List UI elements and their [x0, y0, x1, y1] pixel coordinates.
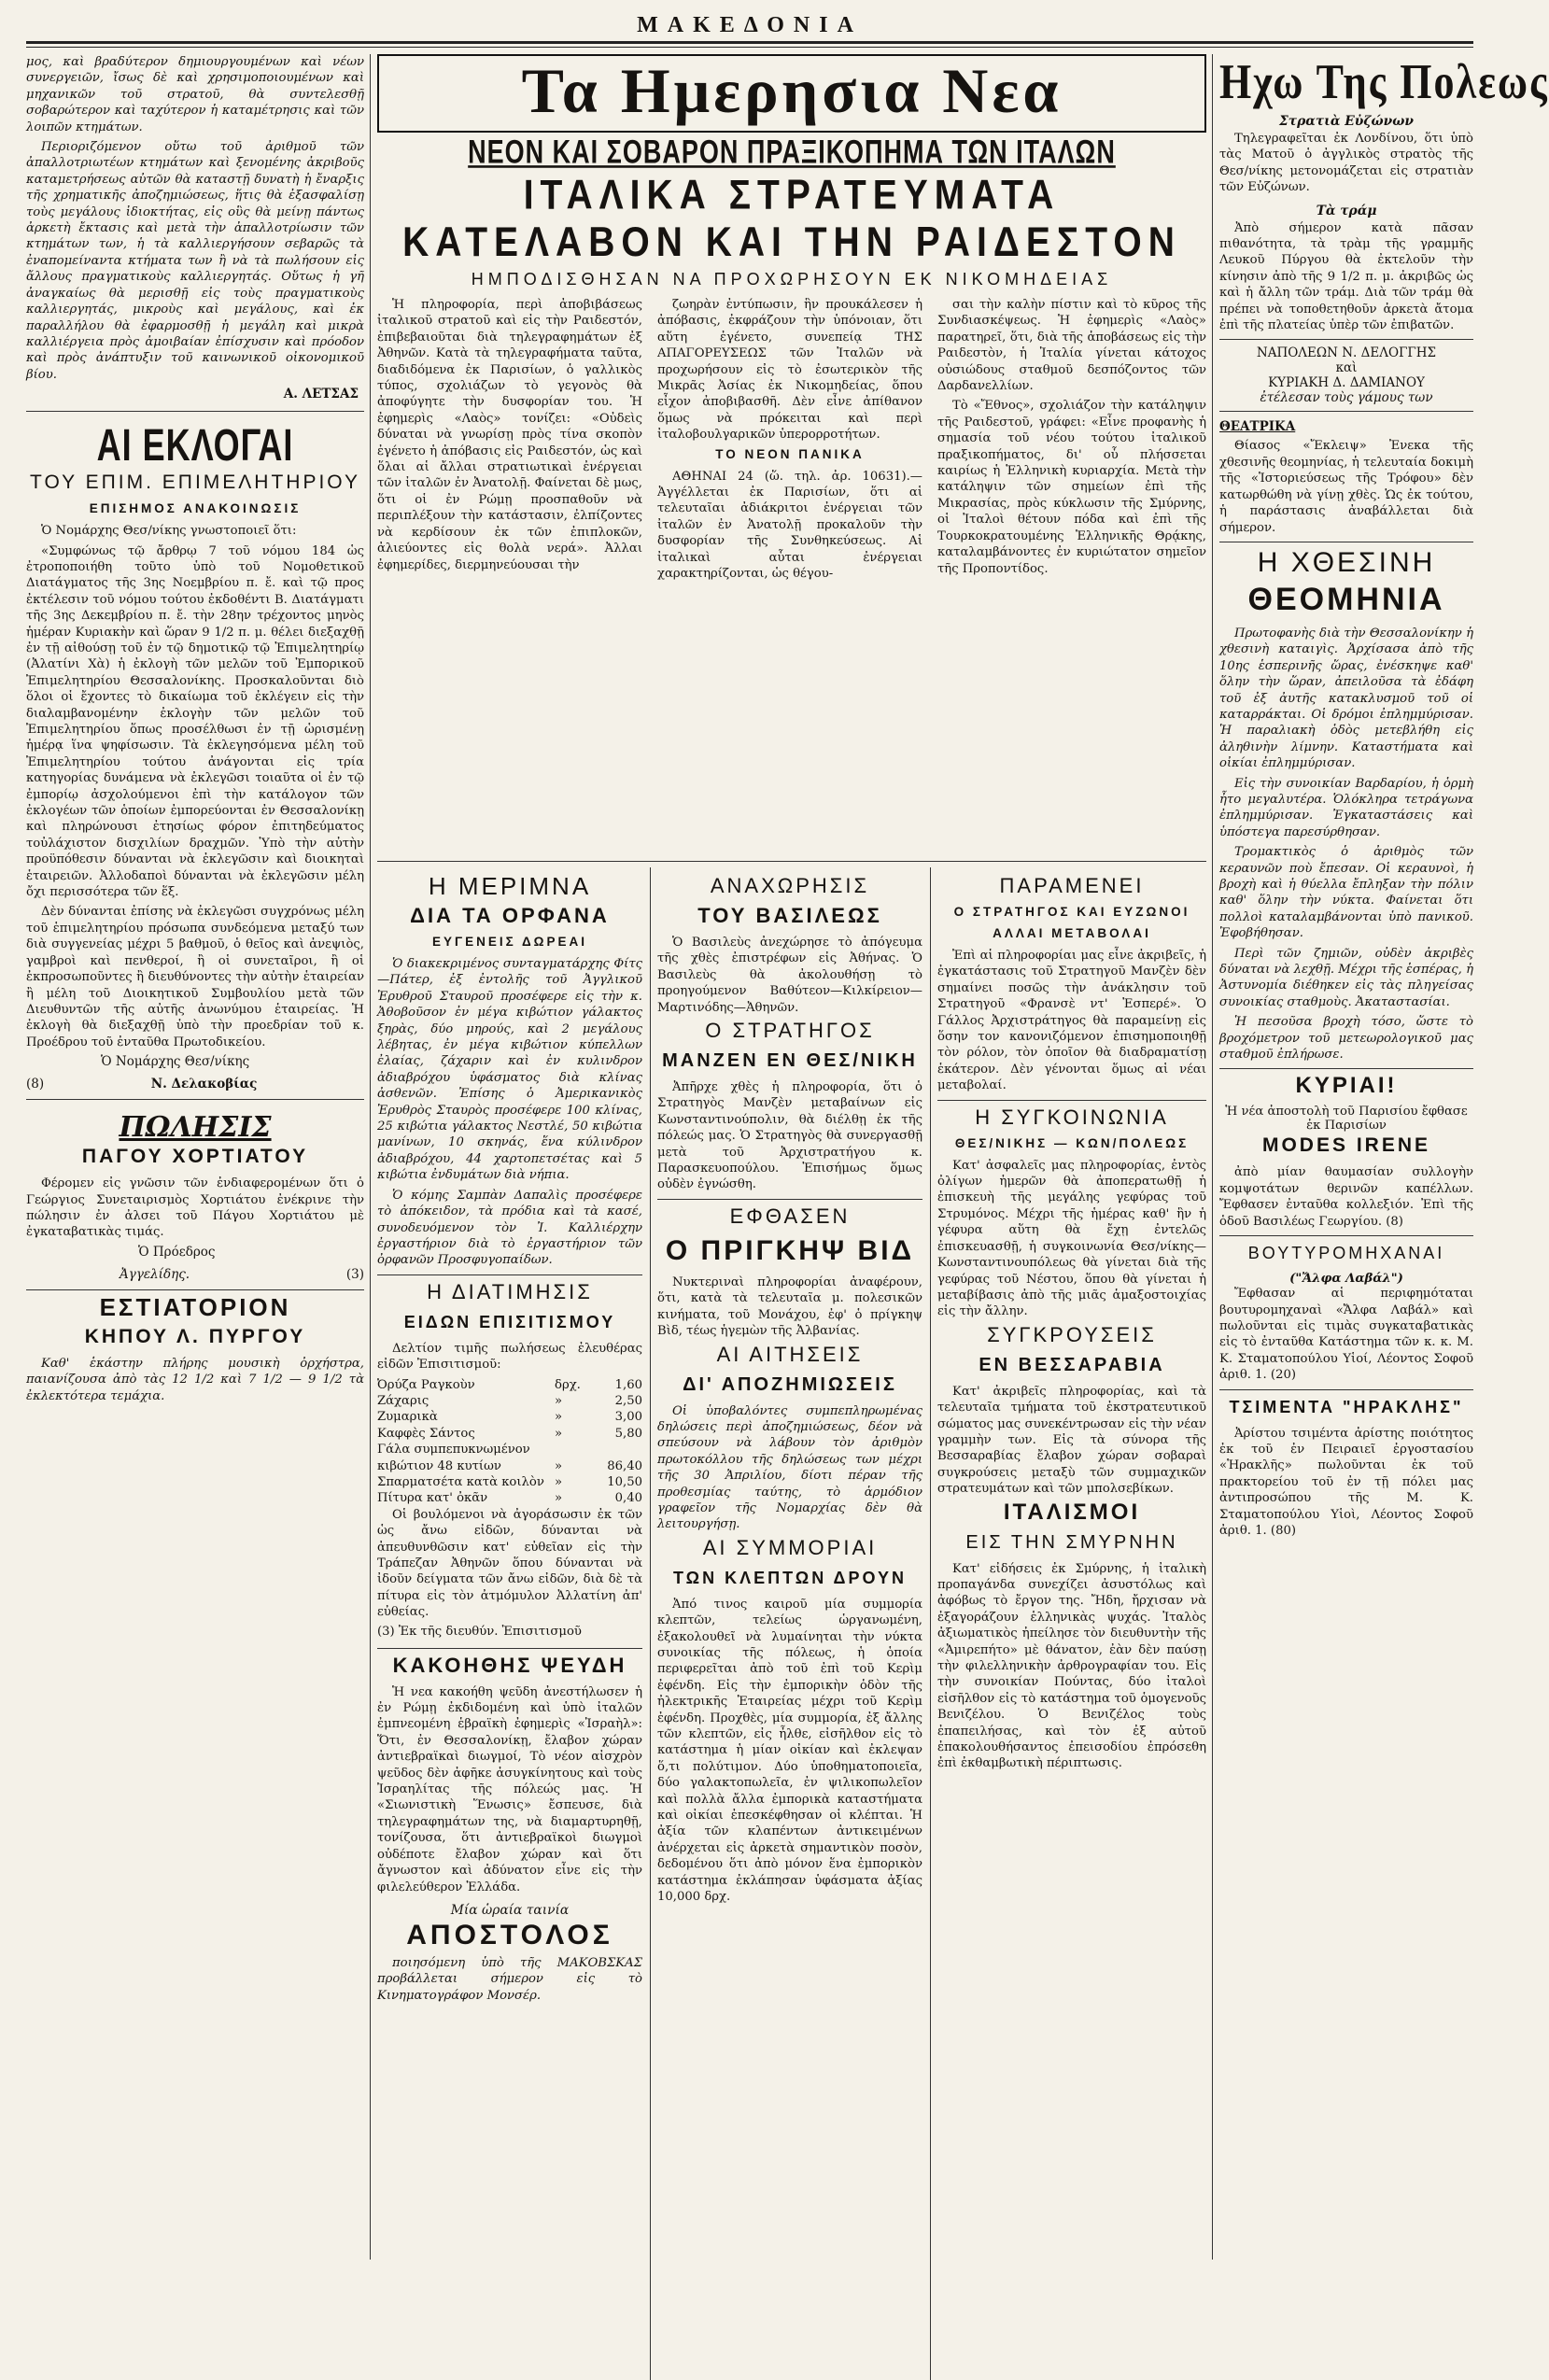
subheadline-chamber: ΤΟΥ ΕΠΙΜ. ΕΠΙΜΕΛΗΤΗΡΙΟΥ	[30, 472, 360, 494]
article-paragraph: Κατ' ἀκριβεῖς πληροφορίας, καὶ τὰ τελευταῖα τμήματα τοῦ ἐκστρατευτικοῦ σώματος μας συνεκέντρωσαν εἰς τὴν νέαν γραμμὴν των. Εἰς τὰ σύνορα τῆς Βεσσαραβίας ἔλαβον χώραν σοβαραὶ συγκρούσεις μεταξὺ τῶν συμμαχικῶν στρατευμάτων καὶ τῶν μπολσεβίκων.	[937, 1384, 1206, 1497]
article-paragraph: Ὁ Νομάρχης Θεσ/νίκης γνωστοποιεῖ ὅτι:	[41, 524, 297, 539]
subheadline-bessarabia: ΕΝ ΒΕΣΣΑΡΑΒΙΑ	[979, 1354, 1165, 1375]
article-paragraph: Ἡ πεσοῦσα βροχὴ τόσο, ὥστε τὸ βροχόμετρον τοῦ μετεωρολογικοῦ μας σταθμοῦ ἐπλήρωσε.	[1219, 1015, 1473, 1063]
price-row	[377, 1426, 642, 1442]
ad-signature: Ὁ Πρόεδρος	[138, 1244, 216, 1260]
divider	[26, 1099, 364, 1100]
price-item-name: Ζάχαρις	[377, 1393, 429, 1408]
subheadline-manzen: ΜΑΝΖΕΝ ΕΝ ΘΕΣ/ΝΙΚΗ	[662, 1050, 918, 1072]
ad-signature-name: Ἀγγελίδης. (3)	[120, 1266, 364, 1282]
headline-transport: Η ΣΥΓΚΟΙΝΩΝΙΑ	[975, 1105, 1169, 1129]
kicker-changes: ΑΛΛΑΙ ΜΕΤΑΒΟΛΑΙ	[993, 926, 1151, 940]
ad-title-ladies: ΚΥΡΙΑΙ!	[1295, 1073, 1398, 1099]
headline-general: Ο ΣΤΡΑΤΗΓΟΣ	[705, 1019, 875, 1043]
price-row	[377, 1393, 642, 1409]
price-unit: δρχ.	[555, 1377, 581, 1392]
film-intro: Μία ὡραία ταινία	[450, 1902, 570, 1918]
price-value: 1,60	[614, 1377, 642, 1392]
ad-subtitle-garden: ΚΗΠΟΥ Λ. ΠΥΡΓΟΥ	[84, 1325, 306, 1347]
column-rule	[930, 867, 931, 2380]
ad-title-restaurant: ΕΣΤΙΑΤΟΡΙΟΝ	[99, 1292, 291, 1321]
headline-yesterday: Η ΧΘΕΣΙΝΗ	[1257, 546, 1436, 578]
price-item-name: Πίτυρα κατ' ὀκᾶν	[377, 1491, 488, 1506]
lead-col-2	[657, 297, 922, 866]
headline-care: Η ΜΕΡΙΜΝΑ	[428, 872, 592, 900]
lead-subhead: ΤΟ ΝΕΟΝ ΠΑΝΙΚΑ	[715, 446, 865, 461]
ad-title-sale: ΠΩΛΗΣΙΣ	[119, 1111, 272, 1145]
headline-clashes: ΣΥΓΚΡΟΥΣΕΙΣ	[987, 1322, 1157, 1346]
article-paragraph: Οἱ ὑποβαλόντες συμπεπληρωμένας δηλώσεις περὶ ἀποζημιώσεως, δέον νὰ σπεύσουν νὰ λάβουν τὸν ἀριθμὸν πρωτοκόλλου τῆς δηλώσεως των μέχρι τῆς 30 Ἀπριλίου, δίοτι πέραν τῆς προθεσμίας ταύτης, τὸ ἁρμόδιον γραφεῖον τῆς Νομαρχίας δὲν θὰ λειτουργήσῃ.	[657, 1403, 922, 1532]
headline-applications: ΑΙ ΑΙΤΗΣΕΙΣ	[716, 1342, 864, 1366]
divider	[1219, 411, 1473, 412]
price-unit: »	[555, 1491, 563, 1506]
price-item-name: Γάλα συμπεπυκνωμένον	[377, 1443, 530, 1458]
article-paragraph: ζωηρὰν ἐντύπωσιν, ἣν προυκάλεσεν ἡ ἀπόβασις, ἐκφράζουν τὴν ὑπόνοιαν, ὅτι αὕτη ἐγένετο, συνεπείᾳ ΤΗΣ ΑΠΑΓΟΡΕΥΣΕΩΣ τῶν Ἰταλῶν νὰ προχωρήσουν εἰς τὸ ἐσωτερικὸν τῆς Μικρᾶς Ἀσίας ἐκ Νικομηδείας, ὅπου εἶχον ἀποβιβασθῆ. Δὲν εἶνε ἀπίθανον ὅμως νὰ πρόκειται καὶ περὶ ἰταλοβουλγαρικῶν ὑπερορροτήτων.	[657, 298, 922, 443]
article-paragraph: σαι τὴν καλὴν πίστιν καὶ τὸ κῦρος τῆς Συνδιασκέψεως. Ἡ ἐφημερὶς «Λαὸς» παρατηρεῖ, ὅτι, διὰ τῆς ἀποβάσεως εἰς τὴν Ραιδεστὸν, ἡ Ἰταλία γίνεται κάτοχος οὐσιώδους σταθμοῦ δεσπόζοντος τῶν Δαρδανελλίων.	[937, 298, 1206, 394]
wedding-and: καὶ	[1335, 360, 1358, 376]
article-paragraph: Ἀπὸ σήμερον κατὰ πᾶσαν πιθανότητα, τὰ τρὰμ τῆς γραμμῆς Λευκοῦ Πύργου θὰ ἐκτελοῦν τὴν κίνησιν ἀπὸ τῆς 9 1/2 π. μ. ἀκριβῶς ὡς καὶ ἡ ἄλλη τῶν τράμ. Διὰ τῶν τράμ θὰ πρέπει νὰ τοποθετηθοῦν ἀρκετὰ ἄτομα ἐπὶ τῆς πλατείας ὑπὲρ τῶν ἐπιβατῶν.	[1219, 220, 1473, 333]
banner-headline-1: ΝΕΟΝ ΚΑΙ ΣΟΒΑΡΟΝ ΠΡΑΞΙΚΟΠΗΜΑ ΤΩΝ ΙΤΑΛΩΝ	[468, 134, 1116, 171]
price-value	[588, 1442, 642, 1458]
divider	[1219, 339, 1473, 340]
price-value: 10,50	[607, 1474, 642, 1489]
article-paragraph: ΑΘΗΝΑΙ 24 (ὥ. τηλ. ἀρ. 10631).— Ἀγγέλλεται ἐκ Παρισίων, ὅτι αἱ τελευταῖαι ἀδιάκριτοι ἐνέργειαι τῶν ἰταλῶν ἐν Ἀνατολῇ προκαλοῦν τὴν δυσφορίαν τῆς Συνθηκεύσεως. Αἱ ἰταλικαὶ αὗται ἐνέργειαι χαρακτηρίζονται, ὡς θέγου-	[657, 469, 922, 582]
headline-storm: ΘΕΟΜΗΝΙΑ	[1247, 581, 1445, 617]
price-item-name: κιβώτιον 48 κυτίων	[377, 1458, 501, 1473]
article-paragraph: Ἡ πληροφορία, περὶ ἀποβιβάσεως ἰταλικοῦ στρατοῦ καὶ εἰς τὴν Ραιδεστόν, ἐπιβεβαιοῦται διὰ τηλεγραφημάτων ἐξ Ἀθηνῶν. Κατὰ τὰ τηλεγραφήματα ταῦτα, διαδιδόμενα ἐκ Παρισίων, ὁ γαλλικὸς τύπος, σχολιάζων τὸ γεγονὸς θὰ ἀποφύγητε τὴν δυσφορίαν του. Ἡ ἐφημερὶς «Λαὸς» τονίζει: «Οὐδεὶς δύναται νὰ γνωρίσῃ πρὸς τίνα σκοπὸν ἐγένετο ἡ ἀπόβασις εἰς Ραιδεστόν, ὡς καὶ ὅλαι αἱ ἄλλαι στρατιωτικαὶ ἐνέργειαι τῶν ἰταλῶν ἐν Ἀνατολῇ. Φαίνεται δὲ μως, ὅτι οἱ ἐν Ρώμῃ προσπαθοῦν νὰ περιπλέξουν τὴν κατάστασιν, ἐλπίζοντες νὰ κερδίσουν ἐκ τῶν ἐπιπλοκῶν, ἀλιεύοντες εἰς θολὰ νερά». Ἀλλαι ἐφημερίδες, διερμηνεύουσαι τὴν	[377, 298, 642, 572]
divider	[26, 1289, 364, 1290]
article-paragraph: Ἡ νεα κακοήθη ψεῦδη ἀνεστήλωσεν ἡ ἐν Ρώμῃ ἐκδιδομένη καὶ ὑπὸ ἰταλῶν ἐμπνεομένη ἑβραϊκὴ ἐφημερὶς «Ἰσραὴλ»: Ὅτι, ἐν Θεσσαλονίκῃ, ἔλαβον χώραν ἀντιεβραϊκαὶ διωγμοί, Τὸ νέον αἰσχρὸν ψεῦδος δὲν ἀφῆκε ἀσυγκίνητους καὶ τοὺς Ἰσραηλίτας τῆς πόλεώς μας. Ἡ «Σιωνιστικὴ Ἕνωσις» ἔσπευσε, διὰ τηλεγραφημάτων της, νὰ διαμαρτυρηθῇ, τονίζουσα, ὅτι ἀντιεβραϊκοὶ διωγμοὶ οὐδέποτε ἔλαβον χώραν καὶ ὅτι ἄγνωστον καὶ ἀδύνατον εἶνε εἰς τὴν φιλελεύθερον Ἑλλάδα.	[377, 1684, 642, 1894]
price-intro: Δελτίον τιμῆς πωλήσεως ἐλευθέρας εἰδῶν Ἐπισιτισμοῦ:	[377, 1341, 642, 1373]
price-item-name: Σπαρματσέτα κατὰ κοιλὸν	[377, 1474, 544, 1489]
price-row	[377, 1409, 642, 1425]
divider	[26, 411, 364, 412]
price-row	[377, 1490, 642, 1506]
subcol-a	[377, 867, 642, 2380]
price-list	[377, 1377, 642, 1507]
author-signature: Α. ΛΕΤΣΑΣ	[283, 387, 359, 402]
headline-pricing: Η ΔΙΑΤΙΜΗΣΙΣ	[427, 1279, 593, 1303]
article-paragraph: Νυκτεριναὶ πληροφορίαι ἀναφέρουν, ὅτι, κατὰ τὰ τελευταῖα μ. πολεσικῶν κινήματα, τοῦ Μονάχου, ἐφ' ὁ πρίγκηψ Βὶδ, τέως ἡγεμὼν τῆς Ἀλβανίας.	[657, 1274, 922, 1339]
article-paragraph: Ὁ διακεκριμένος συνταγματάρχης Φίτς—Πάτερ, ἐξ ἐντολῆς τοῦ Ἀγγλικοῦ Ἐρυθροῦ Σταυροῦ προσέφερε εἰς τὴν κ. Ἀθοβοῦσον ἐν μέγα κιβώτιον γάλακτος ξηρὰς, δύο μηρούς, καὶ 2 μεγάλους λέβητας, ἐν μέγα κιβώτιον κύπελλων ἐλαίας, ζάχαριν καὶ ἐν κυλινδρον ἀδιαβρόχου ὑφάσματος διὰ κλίνας ἀσθενῶν. Ἐπίσης ὁ Ἀμερικανικὸς Ἐρυθρὸς Σταυρὸς προσέφερε 100 κλίνας, 25 κιβώτια γάλακτος Νεστλέ, 50 κιβώτια μανίνων, 10 σκηνάς, ἕνα κύλινδρον ἀδιαβρόχου, 44 χαρτοπετσέτας καὶ 5 κιβώτια ἐνδυμάτων διὰ νήπια.	[377, 957, 642, 1183]
continued-text-2: Περιοριζόμενον οὕτω τοῦ ἀριθμοῦ τῶν ἀπαλλοτριωτέων κτημάτων καὶ ξενομένης ἀκριβοῦς καταμετρήσεως αὐτῶν θὰ καταστῇ δυνατὴ ἡ ἔναρξις τῆς χρηματικῆς ἀποζημιώσεως, ἥτις θὰ ἐξασφαλίσῃ τοὺς μεγάλους ἰδιοκτήτας, εἰς οὓς θὰ μείνῃ πάντως ἀρκετὴ ἔκτασις καὶ μετὰ τὴν ἀπαλλοτρίωσιν τῶν κτημάτων των, ἡ τὰ καλλιεργήσουν σεβαρῶς τὰ ἐναπομείναντα κτήματα των ἢ νὰ τὰ πωλήσουν εἰς ἄλλους πραγματικοὺς καλλιεργητάς. Οὕτως ἡ γῆ ἀναγκαίως θὰ μερισθῇ εἰς τοὺς πραγματικοὺς καλλιεργητάς, μικροὺς καὶ μεγάλους, καὶ ἐκ παραλλήλου θὰ ἐφαρμοσθῇ ἡ μεγάλη καὶ μικρὰ καλλιέργεια πρὸς ἀμοιβαίαν ἐπίσχυσιν καὶ πρόοδον καὶ πρὸς ἀνάπτυξιν τοῦ καινωνικοῦ οἰκονομικοῦ βίου.	[26, 140, 364, 382]
film-title: ΑΠΟΣΤΟΛΟΣ	[406, 1919, 613, 1950]
subheadline-orphans: ΔΙΑ ΤΑ ΟΡΦΑΝΑ	[410, 904, 610, 927]
subheadline-smyrna: ΕΙΣ ΤΗΝ ΣΜΥΡΝΗΝ	[965, 1531, 1178, 1553]
headline-false-news: ΚΑΚΟΗΘΗΣ ΨΕΥΔΗ	[392, 1653, 627, 1677]
price-row	[377, 1442, 642, 1458]
section-title-box: Τα Ημερησια Νεα	[377, 54, 1206, 133]
article-paragraph: Κατ' εἰδήσεις ἐκ Σμύρνης, ἡ ἰταλικὴ προπαγάνδα συνεχίζει ἀσυστόλως καὶ ἀφόβως τὸ ἔργον της. Ἤδη, ἤρχισαν νὰ ἐξαγοράζουν ἑλληνικὰς ψυχάς. Ἰταλὸς ἀξιωματικὸς ἠπείλησε τὸν διευθυντὴν τῆς «Ἀμιρεπήτο» μὲ θάνατον, ἐὰν δὲν παύσῃ τὴν φιλελληνικὴν ἀρθρογραφίαν του. Εἰς τὴν συνοικίαν Πούντας, δύο ἰταλοὶ εἰσῆλθον εἰς τὸ κατάστημα τοῦ ὁμογενοῦς Βενιζέλου. Ὁ Βενιζέλος τοὺς ἐπαπειλήσας, καὶ τὸν ἐξ αὐτοῦ ἐπακολουθήσαντος ἐπεισοδίου ἐπρόσεθη ἐπὶ ἐκθαμβωτικὴ πέριπτωσις.	[937, 1561, 1206, 1771]
price-unit: »	[555, 1410, 563, 1425]
continued-text: μος, καὶ βραδύτερον δημιουργουμένων καὶ νέων συνεργειῶν, ἴσως δὲ καὶ χρησιμοποιουμένων καὶ μηχανικῶν τοῦ στρατοῦ, θὰ συντελεσθῇ σοβαρώτερον καὶ ταχύτερον ἡ καταμέτρησις καὶ τῶν λοιπῶν κτημάτων.	[26, 55, 364, 134]
ad-text: Ἡ νέα ἀποστολὴ τοῦ Παρισίου ἔφθασε ἐκ Παρισίων	[1225, 1105, 1468, 1134]
price-unit: »	[555, 1474, 563, 1489]
divider	[937, 1100, 1206, 1101]
ad-subtitle-alfa: ("Ἄλφα Λαβάλ")	[1289, 1272, 1403, 1287]
wedding-name-2: ΚΥΡΙΑΚΗ Δ. ΔΑΜΙΑΝΟΥ	[1268, 375, 1425, 391]
ad-brand-irene: MODES IRENE	[1261, 1134, 1431, 1157]
subheadline-general: Ο ΣΤΡΑΤΗΓΟΣ ΚΑΙ ΕΥΖΩΝΟΙ	[953, 905, 1190, 919]
ad-text: Φέρομεν εἰς γνῶσιν τῶν ἐνδιαφερομένων ὅτι ὁ Γεώργιος Συνεταιρισμὸς Χορτιάτου ἐνέκρινε τὴν πώλησιν ἐν ἀλσει τοῦ Πάγου Χορτιάτου μὲ ἐγκαταβατικὰς τιμάς.	[26, 1176, 364, 1240]
article-paragraph: Κατ' ἀσφαλεῖς μας πληροφορίας, ἐντὸς ὀλίγων ἡμερῶν θὰ ἀποπερατωθῇ ἡ ἐπισκευὴ τῆς μεγάλης γεφύρας τοῦ Στρυμόνος. Μέχρι τῆς ἡμέρας καθ' ἣν ἡ γέφυρα αὕτη θὰ ἔχῃ ἐντελῶς ἐπισκευασθῇ, ἡ συγκοινωνία Θεσ/νίκης—Κωνσταντινουπόλεως θὰ γίνεται διὰ τῆς γεφύρας τοῦ Νέστου, ὅπου θὰ γίνεται ἡ μεταβίβασις ἀπὸ τῆς μιᾶς ἁμαξοστοιχίας εἰς τὴν ἄλλην.	[937, 1158, 1206, 1319]
price-unit	[555, 1442, 588, 1458]
price-item-name: Ὀρύζα Ραγκοὺν	[377, 1377, 475, 1392]
ad-text: Ἀρίστου τσιμέντα ἀρίστης ποιότητος ἐκ τοῦ ἐν Πειραιεῖ ἐργοστασίου «Ἡρακλῆς» πωλοῦνται ἐκ τοῦ πρακτορείου τοῦ ἐν τῇ πόλει μας ἀντιπροσώπου τῆς Μ. Κ. Σταματοπούλου Υἱοὶ, Λέοντος Σοφοῦ ἀριθ. 1. (80)	[1219, 1426, 1473, 1538]
kicker-official: ΕΠΙΣΗΜΟΣ ΑΝΑΚΟΙΝΩΣΙΣ	[89, 501, 302, 516]
price-value: 0,40	[614, 1491, 642, 1506]
prefect-line: Ὁ Νομάρχης Θεσ/νίκης	[101, 1054, 250, 1070]
ad-number: (8)	[26, 1077, 45, 1092]
subheadline-route: ΘΕΣ/ΝΙΚΗΣ — ΚΩΝ/ΠΟΛΕΩΣ	[954, 1135, 1190, 1150]
subcol-c	[937, 867, 1206, 2380]
column-center	[377, 54, 1206, 2260]
subhead-trams: Τὰ τράμ	[1316, 203, 1377, 218]
article-paragraph: Ἐπὶ αἱ πληροφορίαι μας εἶνε ἀκριβεῖς, ἡ ἐγκατάστασις τοῦ Στρατηγοῦ Μανζὲν δὲν σημαίνει ποσῶς τὴν ἀνάκλησιν τοῦ Στρατηγοῦ «Φρανσὲ ντ' Ἐσπερέ». Ὁ Γάλλος Ἀρχιστράτηγος θὰ παραμείνῃ εἰς ὅσην τον κανονιζόμενον ἐπισημοποιηθῇ τὸν ρόλον, τὸν ὁποῖον θὰ διαδραματίσῃ ἑκάτερον. Δὲν γένονται ὅμως αἱ νέαι μεταβολαί.	[937, 949, 1206, 1093]
wedding-name-1: ΝΑΠΟΛΕΩΝ Ν. ΔΕΛΟΓΓΗΣ	[1256, 345, 1437, 361]
article-paragraph: Τρομακτικὸς ὁ ἀριθμὸς τῶν κεραυνῶν ποὺ ἔπεσαν. Οἱ κεραυνοὶ, ἡ βροχὴ καὶ ἡ θύελλα ἔπληξαν τὴν πόλιν καθ' ὅλην τὴν νύκτα. Φαίνεται ὅτι πολλοὶ καταλαμβάνονται ὑπὸ πανικοῦ. Ἐφοβήθησαν.	[1219, 845, 1473, 941]
ad-text: Καθ' ἑκάστην πλήρης μουσικὴ ὀρχήστρα, παιανίζουσα ἀπὸ τὰς 12 1/2 καὶ 7 1/2 — 9 1/2 τὰ ἐκλεκτότερα τεμάχια.	[26, 1356, 364, 1403]
ad-title-butter: ΒΟΥΤΥΡΟΜΗΧΑΝΑΙ	[1247, 1244, 1445, 1263]
column-rule	[1212, 54, 1213, 2260]
masthead-rule	[26, 41, 1473, 48]
price-unit: »	[555, 1458, 563, 1473]
column-rule	[370, 54, 371, 2260]
subheadline-thieves: ΤΩΝ ΚΛΕΠΤΩΝ ΔΡΟΥΝ	[673, 1568, 907, 1587]
subheadline-prince: Ο ΠΡΙΓΚΗΨ ΒΙΔ	[665, 1234, 915, 1266]
price-value: 3,00	[614, 1410, 642, 1425]
article-paragraph: Δὲν δύνανται ἐπίσης νὰ ἐκλεγῶσι συγχρόνως μέλη τοῦ ἑπιμελητηρίου πρόσωπα συνδεόμενα μεταξύ των διὰ συγγενείας μέχρι 5 βαθμοῦ, ὁ θεῖος καὶ ἀνεψιὸς, γαμβροὶ καὶ πενθεροί, ἢ οἱ συνεταῖροι, ἢ οἱ ἐκπροσωποῦντες ἢ διευθύνοντες τὴν αὐτὴν ἑταιρείαν ἢ μέλη τοῦ Διοικητικοῦ Συμβουλίου μετὰ τῶν Διευθυντῶν τῆς αὐτῆς ἀνωνύμου ἑταιρείας. Ἡ ἐκλογὴ θὰ διεξαχθῇ ὑπὸ τὴν προεδρίαν τοῦ κ. Προέδρου τοῦ ἐνταῦθα Πρωτοδικείου.	[26, 905, 364, 1049]
subhead-theatre: ΘΕΑΤΡΙΚΑ	[1219, 419, 1296, 435]
pricing-signature: (3) Ἐκ τῆς διευθύν. Ἐπισιτισμοῦ	[377, 1624, 582, 1639]
subcol-b	[657, 867, 922, 2380]
article-paragraph: Ἀπό τινος καιροῦ μία συμμορία κλεπτῶν, τελείως ὡργανωμένη, ἐξακολουθεῖ νὰ λυμαίνηται τὴν νύκτα συνοικίας τῆς πόλεως, ἡ ὁποία περιφερεῖται ἀπὸ τοῦ ἐπὶ τοῦ Κερὶμ ἐφένδη. Εἰς τὴν ἐμπορικὴν ὁδὸν τῆς ἠλεκτρικῆς Ἑταιρείας μέχρι τοῦ Κερὶμ ἐφένδη. Προχθὲς, μία συμμορία, ἐξ ἄλλης τῶν κλεπτῶν, εἰς ἦλθε, εἰσῆλθον εἰς τὸ κατάστημα ἡ μίαν οἰκίαν καὶ ἐκλεψαν ὅ,τι πολύτιμον. Δύο ὑποθηματοποιεῖα, δύο γαλακτοπωλεῖα, ἐν ψιλικοπωλεῖον καὶ πολλὰ ἄλλα ἐμπορικὰ καταστήματα καὶ οἰκίαι ἐπεσκέφθησαν οἱ κλέπται. Ἡ ἀξία τῶν κλαπέντων ἀντικειμένων ἀνέρχεται εἰς ἀρκετὰ σημαντικὸν ποσὸν, δεδομένου ὅτι ἀπὸ μόνον ἕνα ἐμπορικὸν κατάστημα ἐκλάπησαν ὑφάσματα ἀξίας 10,000 δρχ.	[657, 1597, 922, 1905]
article-paragraph: Θίασος «Ἔκλειψ» Ἐνεκα τῆς χθεσινῆς θεομηνίας, ἡ τελευταία δοκιμὴ τῆς «Ἱστοριεύσεως τῆς Τρόφου» δὲν κατωρθώθη νὰ γίνῃ χθὲς. Ὡς ἐκ τούτου, ἡ παράστασις ἀναβάλλεται διὰ σήμερον.	[1219, 439, 1473, 535]
divider	[1219, 1389, 1473, 1390]
article-paragraph: Ὁ Βασιλεὺς ἀνεχώρησε τὸ ἀπόγευμα τῆς χθὲς ἐπιστρέφων εἰς Ἀθήνας. Ὁ Βασιλεὺς θὰ ἀκολουθήσῃ τὸ προηγούμενον Βαθύτεον—Κιλκίρειον—Μαρτινόδης—Ἀθηνῶν.	[657, 936, 922, 1015]
article-paragraph: Ὁ κόμης Σαμπὰν Δαπαλὶς προσέφερε τὸ ἀπόκειδον, τὰ πρόδια καὶ τὰ κασέ, συνοδευόμενον τὸν Ἰ. Καλλιέρχην ἐργαστήριον διὰ τὸ ἐργαστήριον τῶν ὀρφανῶν Προσφυγοπαίδων.	[377, 1188, 642, 1268]
article-paragraph: Τὸ «Ἔθνος», σχολιάζον τὴν κατάληψιν τῆς Ραιδεστοῦ, γράφει: «Εἶνε προφανὴς ἡ σημασία τοῦ νέου τούτου ἰταλικοῦ πραξικοπήματος, δι' οὗ πλήσσεται καιρίως ἡ Ἑλληνικὴ κυριαρχία. Μετὰ τὴν κατάληψιν τῶν σημείων ἐπὶ τῆς Μικρασίας, πρὸς κύκλωσιν τῆς Σμύρνης, οἱ Ἰταλοὶ θέτουν πόδα καὶ ἐπὶ τῆς Τουρκοκρατουμένης Ἑλληνικῆς Θρᾴκης, καταλαμβάνοντες ἐν κυριώτατον σημεῖον τῆς Προποντίδος.	[937, 399, 1206, 576]
ad-title-cement: ΤΣΙΜΕΝΤΑ "ΗΡΑΚΛΗΣ"	[1229, 1397, 1464, 1416]
column-right	[1219, 54, 1549, 2260]
wedding-text: ἐτέλεσαν τοὺς γάμους των	[1260, 390, 1433, 406]
price-unit: »	[555, 1393, 563, 1408]
lead-col-3	[937, 297, 1206, 866]
article-paragraph: Οἱ βουλόμενοι νὰ ἀγοράσωσιν ἐκ τῶν ὡς ἄνω εἰδῶν, δύνανται νὰ ἀπευθυνθῶσιν κατ' εὐθεῖαν εἰς τὴν Τράπεζαν Ἀθηνῶν ὅπου δύνανται νὰ ἰδοῦν δείγματα τῶν ἄνω εἰδῶν, διὰ δὲ τὰ πίτυρα εἰς τὸν ἀτμόμυλον Ἀλλατίνη ἀπ' εὐθείας.	[377, 1507, 642, 1620]
banner-headline-3: ΗΜΠΟΔΙΣΘΗΣΑΝ ΝΑ ΠΡΟΧΩΡΗΣΟΥΝ ΕΚ ΝΙΚΟΜΗΔΕΙΑΣ	[471, 270, 1113, 289]
kicker-donations: ΕΥΓΕΝΕΙΣ ΔΩΡΕΑΙ	[431, 935, 588, 949]
article-paragraph: Περὶ τῶν ζημιῶν, οὐδὲν ἀκριβὲς δύναται νὰ λεχθῇ. Μέχρι τῆς ἑσπέρας, ἡ Ἀστυνομία διέθηκεν εἰς τὰς πληγείσας συνοικίας σταθμοὺς. Ἀκαταστασίαι.	[1219, 946, 1473, 1009]
headline-italianisms: ΙΤΑΛΙΣΜΟΙ	[1003, 1499, 1141, 1525]
masthead: ΜΑΚΕΔΟΝΙΑ	[637, 13, 863, 37]
subheadline-king: ΤΟΥ ΒΑΣΙΛΕΩΣ	[697, 904, 882, 927]
ad-subtitle-ice: ΠΑΓΟΥ ΧΟΡΤΙΑΤΟΥ	[81, 1146, 309, 1168]
headline-departure: ΑΝΑΧΩΡΗΣΙΣ	[710, 874, 870, 897]
headline-elections: ΑΙ ΕΚΛΟΓΑΙ	[96, 418, 294, 472]
headline-remains: ΠΑΡΑΜΕΝΕΙ	[999, 874, 1145, 897]
ad-text: Ἔφθασαν αἱ περιφημόταται βουτυρομηχαναὶ «Ἄλφα Λαβάλ» καὶ πωλοῦνται εἰς τιμὰς συγκαταβατικὰς εἰς τὸ ἐνταῦθα Κατάστημα τῶν κ. κ. Μ. Κ. Σταματοπούλου Υἱοί, Λέοντος Σοφοῦ ἀριθ. 1. (20)	[1219, 1287, 1473, 1383]
divider	[1219, 1235, 1473, 1236]
prefect-name: Ν. Δελακοβίας	[150, 1077, 258, 1092]
price-item-name: Ζυμαρικὰ	[377, 1410, 438, 1425]
columns	[26, 54, 1549, 2260]
subhead-evzones: Στρατιὰ Εὐζώνων	[1279, 114, 1414, 129]
price-item-name: Καφφὲς Σάντος	[377, 1426, 475, 1441]
film-text: ποιησόμενη ὑπὸ τῆς ΜΑΚΟΒΣΚΑΣ προβάλλεται σήμερον εἰς τὸ Κινηματογράφον Μονσέρ.	[377, 1955, 642, 2003]
divider	[1219, 1068, 1473, 1069]
banner-headline-2: ΙΤΑΛΙΚΑ ΣΤΡΑΤΕΥΜΑΤΑ ΚΑΤΕΛΑΒΟΝ ΚΑΙ ΤΗΝ ΡΑΙΔΕΣΤΟΝ	[402, 172, 1181, 266]
article-paragraph: Τηλεγραφεῖται ἐκ Λονδίνου, ὅτι ὑπὸ τὰς Ματοῦ ὁ ἀγγλικὸς στρατὸς τῆς Θεσ/νίκης μετονομάζεται εἰς στρατιὰν τῶν Εὐζώνων.	[1219, 132, 1473, 195]
headline-gangs: ΑΙ ΣΥΜΜΟΡΙΑΙ	[702, 1535, 878, 1559]
section-title-echo: Ηχω Της Πολεως	[1219, 54, 1549, 109]
headline-arrived: ΕΦΘΑΣΕΝ	[729, 1204, 851, 1228]
price-row	[377, 1458, 642, 1474]
column-left	[26, 54, 364, 2260]
lead-col-1	[377, 297, 642, 866]
lower-center	[377, 867, 1206, 2380]
article-paragraph: Ἀπῆρχε χθὲς ἡ πληροφορία, ὅτι ὁ Στρατηγὸς Μανζὲν μεταβαίνων εἰς Κωνσταντινούπολιν, θὰ διέλθῃ ἐκ τῆς πόλεώς μας. Ὁ Στρατηγὸς θὰ συνεργασθῇ μετὰ τοῦ Ἀρχιστρατήγου κ. Παρασκευοπούλου. Ἐπισήμως ὅμως οὐδὲν ἐγνώσθη.	[657, 1080, 922, 1192]
price-value: 5,80	[614, 1426, 642, 1441]
price-value: 86,40	[607, 1458, 642, 1473]
price-row	[377, 1474, 642, 1490]
lead-story	[377, 297, 1206, 866]
article-paragraph: Πρωτοφανὴς διὰ τὴν Θεσσαλονίκην ἡ χθεσινὴ καταιγὶς. Ἀρχίσασα ἀπὸ τῆς 10ης ἑσπερινῆς ὥρας, ἐνέσκηψε καθ' ὅλην τὴν ὥραν, ἀπειλοῦσα τὰ ἐδάφη τοῦ ἐξ ἀυτῆς κατακλυσμοῦ τοῦ οἱ καταρράκται. Οἱ δρόμοι ἐπλημμύρισαν. Ἡ παραλιακὴ ὁδὸς μετεβλήθη εἰς ἀληθινὴν λίμνην. Καταστήματα καὶ οἰκίαι ἐπλημμύρισαν.	[1219, 626, 1473, 771]
price-value: 2,50	[614, 1393, 642, 1408]
article-paragraph: «Συμφώνως τῷ ἄρθρῳ 7 τοῦ νόμου 184 ὡς ἐτροποποιήθη τοῦτο ὑπὸ τοῦ Νομοθετικοῦ Διατάγματος τῆς 3ης Νοεμβρίου π. ἔ. καὶ τῷ προς ἐκτέλεσιν τοῦ νόμου τούτου ἐκδοθέντι Β. Διατάγματι τῆς 3ης Δεκεμβρίου π. ἔ. τὴν 28ην τρέχοντος μηνὸς ἡμέραν Κυριακὴν καὶ ὥραν 9 1/2 π. μ. θέλει διεξαχθῇ ἐν τῇ αἰθούσῃ τοῦ ἐν τῷ δημοτικῷ τῷ Ἐπιμελητηρίῳ (Ἀλατίνι Χὰ) ἡ ἐκλογὴ τῶν μελῶν τοῦ Ἐμπορικοῦ Ἐπιμελητηρίου Θεσσαλονίκης. Προσκαλοῦνται διὸ ὅλοι οἱ ἔχοντες τὸ δικαίωμα τοῦ ἐκλέγειν εἰς τὴν διαλαμβανομένην ἐκλογὴν τῶν μελῶν τοῦ Ἐπιμελητηρίου ὅπως προσέλθωσι ἐν τῇ ὡρισμένῃ ἡμέρᾳ ἵνα ψηφίσωσιν. Τὰ ἐκλεγησόμενα μέλη τοῦ Ἐπιμελητηρίου τούτου ἀνάγονται εἰς τρία κατηγορίας δυνάμενα νὰ ἐκλεγῶσι τοιαῦτα οἱ ἐν τῷ ἐμπορίῳ ἀσχολούμενοι ἐπὶ τὴν κατάλογον τῶν ἐκλογέων τῶν ὁποίων ἐμπορεύονται ἐν Θεσσαλονίκῃ καὶ πληρώνουσι ἐτησίως φόρον ἐπιτηδεύματος τοὐλάχιστον δισχιλίων δραχμῶν. Ὑπὸ τὴν αὐτὴν προϋπόθεσιν δύνανται νὰ ἐκλεγῶσιν καὶ διοικηταὶ ἑταιρειῶν. Ἀλλοδαποὶ δύνανται νὰ ἐκλεγῶσιν μέλη ὄχι περισσότερα τῶν ἕξ.	[26, 543, 364, 900]
subheadline-compensation: ΔΙ' ΑΠΟΖΗΜΙΩΣΕΙΣ	[683, 1373, 897, 1395]
divider	[377, 1648, 642, 1649]
ad-text: ἀπὸ μίαν θαυμασίαν συλλογὴν κομψοτάτων θερινῶν καπέλλων. Ἔφθασεν ἐνταῦθα κολλεξιόν. Ἐπὶ τῆς ὁδοῦ Βασιλέως Γεωργίου. (8)	[1219, 1165, 1473, 1229]
divider	[377, 1274, 642, 1275]
price-row	[377, 1377, 642, 1393]
article-paragraph: Εἰς τὴν συνοικίαν Βαρδαρίου, ἡ ὁρμὴ ἦτο μεγαλυτέρα. Ὁλόκληρα τετράγωνα ἐπλημμύρισαν. Ἐγκαταστάσεις καὶ ὑπόστεγα παρεσύρθησαν.	[1219, 776, 1473, 839]
price-unit: »	[555, 1426, 563, 1441]
prefect-signature	[26, 1077, 364, 1091]
divider	[657, 1199, 922, 1200]
column-rule	[650, 867, 651, 2380]
subheadline-provisions: ΕΙΔΩΝ ΕΠΙΣΙΤΙΣΜΟΥ	[403, 1312, 616, 1331]
